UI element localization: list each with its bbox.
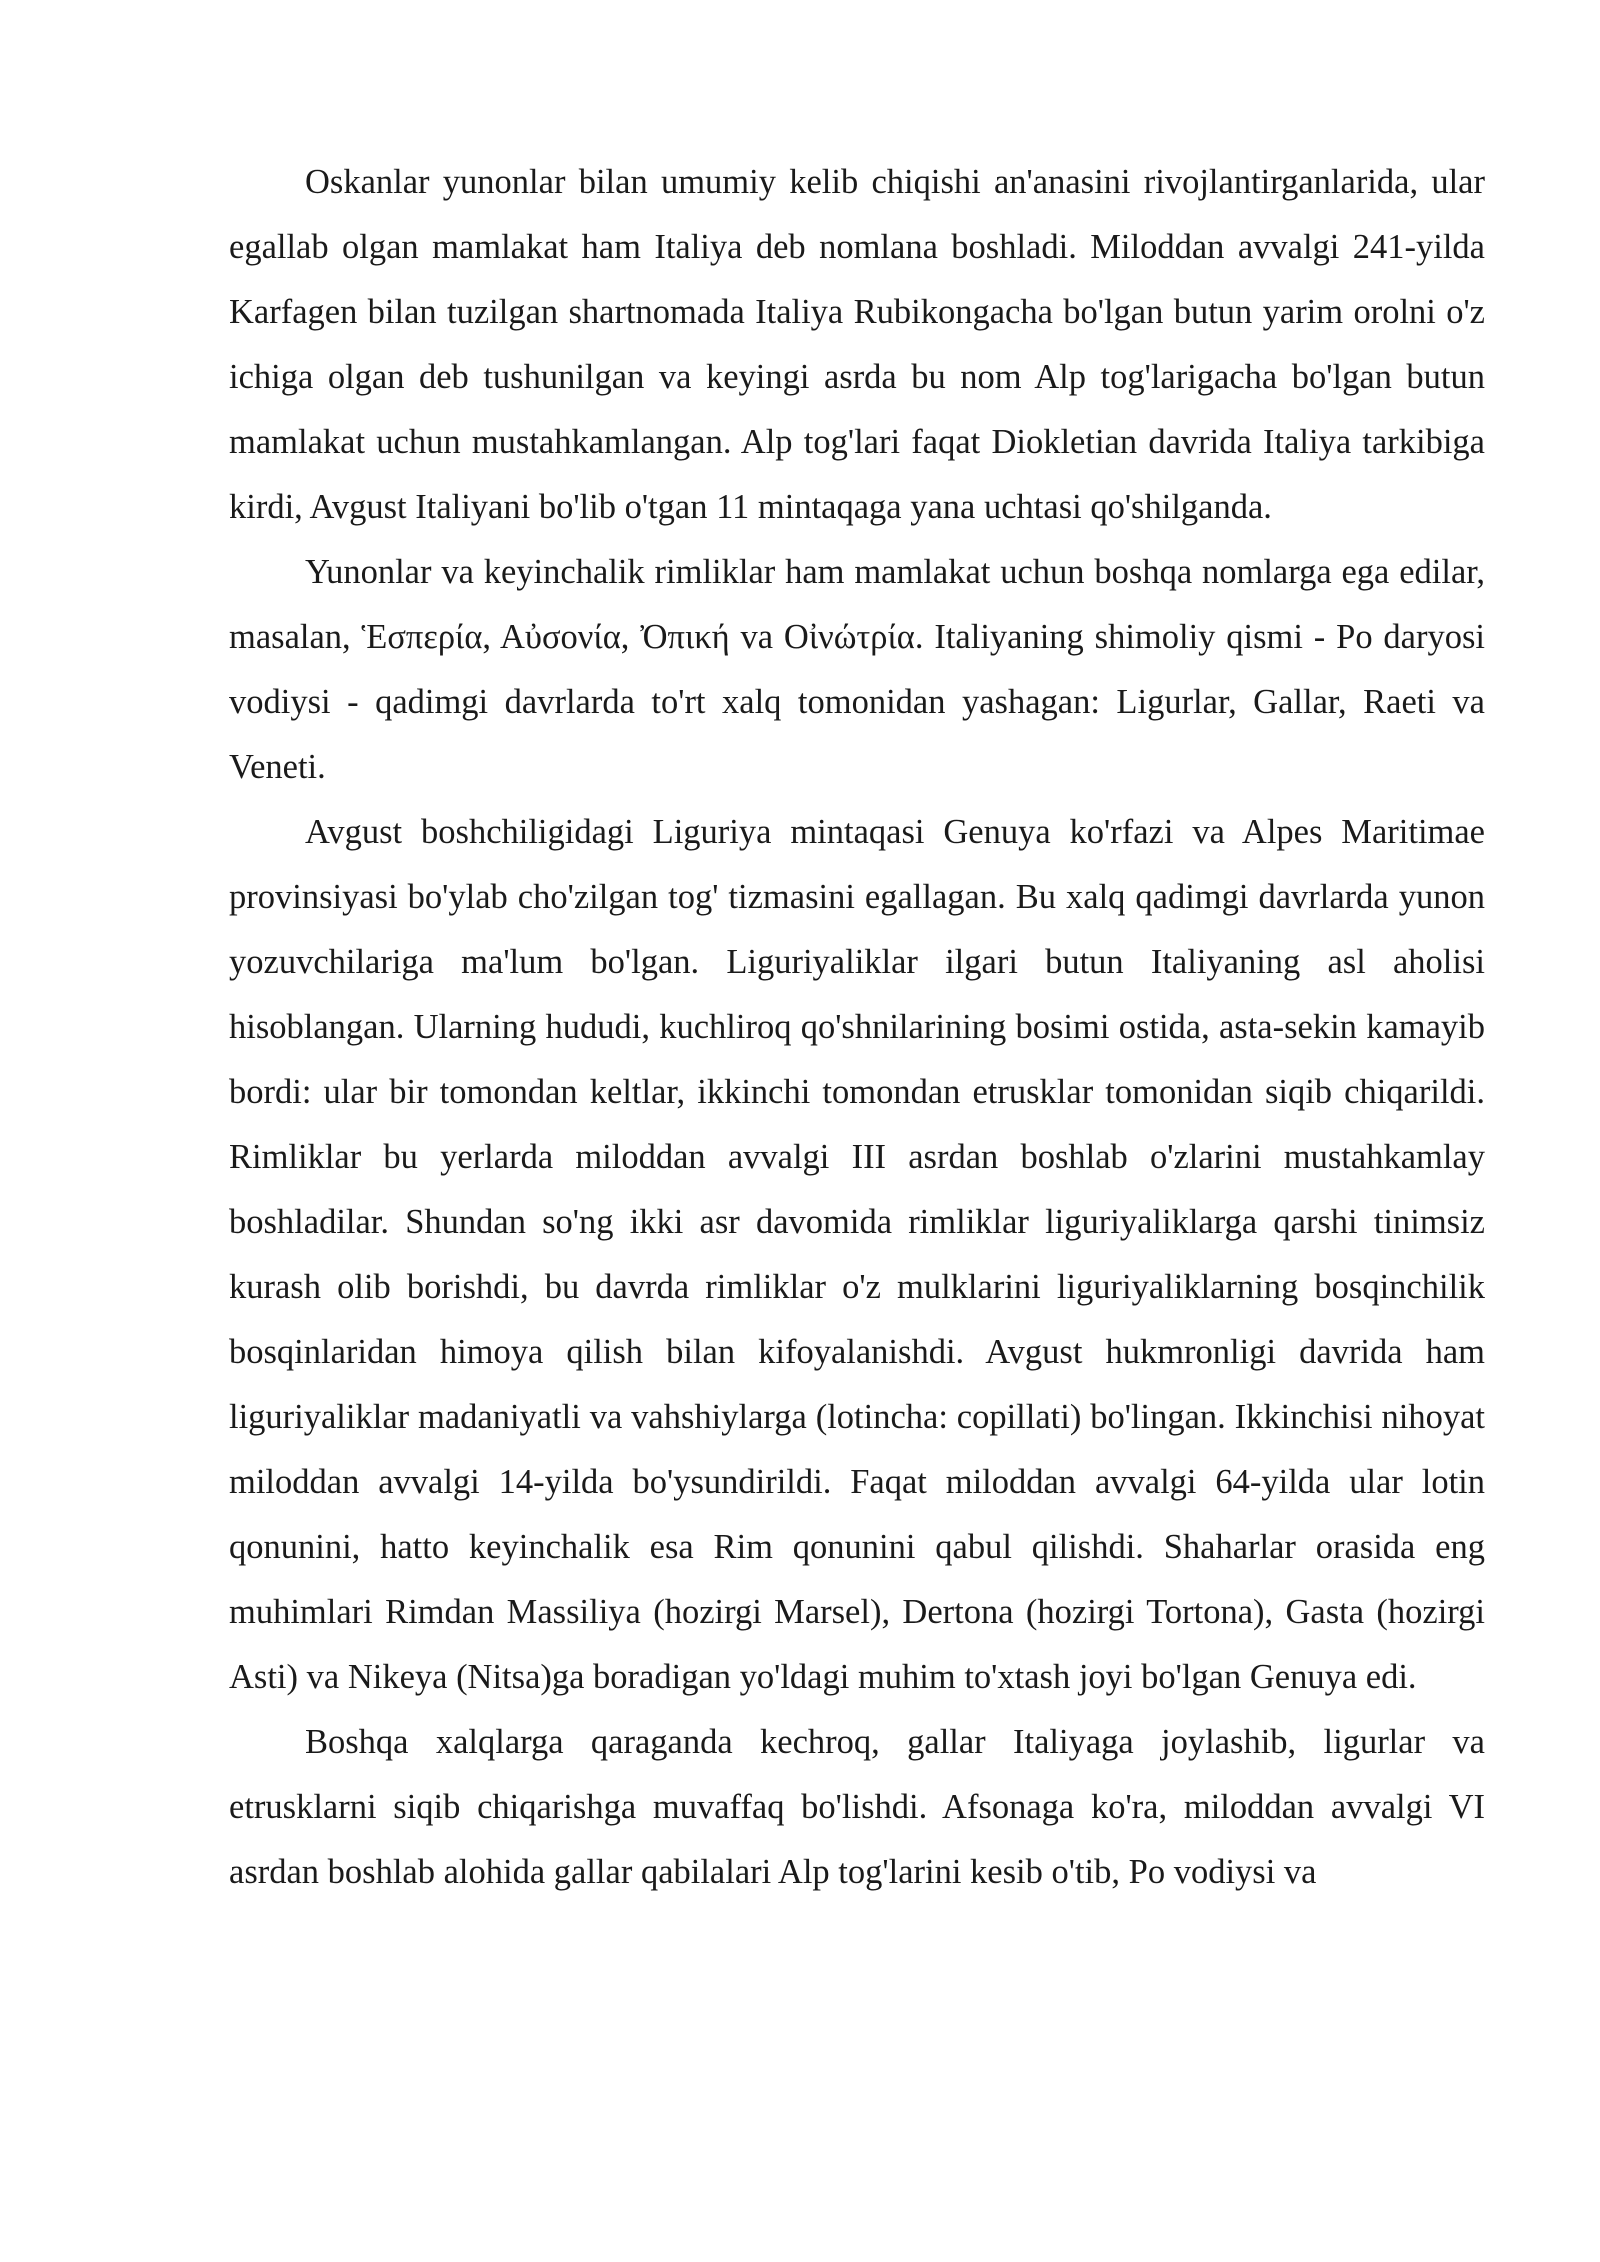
paragraph-yunonlar: Yunonlar va keyinchalik rimliklar ham mamlakat uchun boshqa nomlarga ega edilar, masalan, Ἑσπερία, Αὐσονία, Ὀπική va Οἰνώτρία. Italiyaning shimoliy qismi - Po daryosi vodiysi - qadimgi davrlarda to'rt xalq tomonidan yashagan: Ligurlar, Gallar, Raeti va Veneti. [229,553,1485,786]
paragraph-liguriya: Avgust boshchiligidagi Liguriya mintaqasi Genuya ko'rfazi va Alpes Maritimae provinsiyasi bo'ylab cho'zilgan tog' tizmasini egallagan. Bu xalq qadimgi davrlarda yunon yozuvchilariga ma'lum bo'lgan. Liguriyaliklar ilgari butun Italiyaning asl aholisi hisoblangan. Ularning hududi, kuchliroq qo'shnilarining bosimi ostida, asta-sekin kamayib bordi: ular bir tomondan keltlar, ikkinchi tomondan etrusklar tomonidan siqib chiqarildi. Rimliklar bu yerlarda miloddan avvalgi III asrdan boshlab o'zlarini mustahkamlay boshladilar. Shundan so'ng ikki asr davomida rimliklar liguriyaliklarga qarshi tinimsiz kurash olib borishdi, bu davrda rimliklar o'z mulklarini liguriyaliklarning bosqinchilik bosqinlaridan himoya qilish bilan kifoyalanishdi. Avgust hukmronligi davrida ham liguriyaliklar madaniyatli va vahshiylarga (lotincha: copillati) bo'lingan. Ikkinchisi nihoyat miloddan avvalgi 14-yilda bo'ysundirildi. Faqat miloddan avvalgi 64-yilda ular lotin qonunini, hatto keyinchalik esa Rim qonunini qabul qilishdi. Shaharlar orasida eng muhimlari Rimdan Massiliya (hozirgi Marsel), Dertona (hozirgi Tortona), Gasta (hozirgi Asti) va Nikeya (Nitsa)ga boradigan yo'ldagi muhim to'xtash joyi bo'lgan Genuya edi. [229,813,1485,1696]
paragraph-oskanlar: Oskanlar yunonlar bilan umumiy kelib chiqishi an'anasini rivojlantirganlarida, ular egallab olgan mamlakat ham Italiya deb nomlana boshladi. Miloddan avvalgi 241-yilda Karfagen bilan tuzilgan shartnomada Italiya Rubikongacha bo'lgan butun yarim orolni o'z ichiga olgan deb tushunilgan va keyingi asrda bu nom Alp tog'larigacha bo'lgan butun mamlakat uchun mustahkamlangan. Alp tog'lari faqat Diokletian davrida Italiya tarkibiga kirdi, Avgust Italiyani bo'lib o'tgan 11 mintaqaga yana uchtasi qo'shilganda. [229,163,1485,526]
paragraph-gallar: Boshqa xalqlarga qaraganda kechroq, gallar Italiyaga joylashib, ligurlar va etrusklarni siqib chiqarishga muvaffaq bo'lishdi. Afsonaga ko'ra, miloddan avvalgi VI asrdan boshlab alohida gallar qabilalari Alp tog'larini kesib o'tib, Po vodiysi va [229,1723,1485,1891]
document-body [229,150,1485,1905]
